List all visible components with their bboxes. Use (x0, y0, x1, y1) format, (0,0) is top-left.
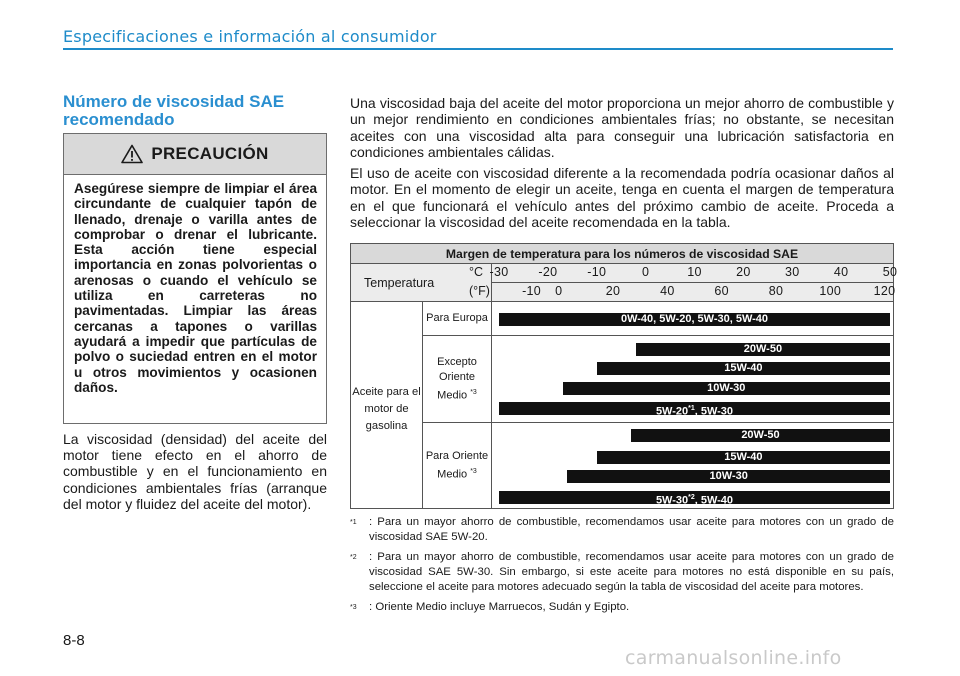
temperature-label: Temperatura (364, 276, 435, 290)
left-paragraph: La viscosidad (densidad) del aceite del motor tiene efecto en el ahorro de combustible y en el funcionamiento en condiciones ambientales frías (arranque del motor y fluidez del aceite del motor). (63, 431, 327, 512)
right-paragraph-2: El uso de aceite con viscosidad diferente a la recomendada podría ocasionar daños al motor. En el momento de elegir un aceite, tenga en cuenta el margen de temperatura en el que funcionará el vehículo antes del próximo cambio de aceite. Proceda a seleccionar la viscosidad del aceite recomendada en la tabla. (350, 165, 894, 231)
watermark: carmanualsonline.info (625, 647, 842, 669)
unit-celsius: °C (469, 265, 484, 279)
viscosity-bar: 10W-30 (567, 470, 890, 483)
footnote-mark: *1 (350, 519, 357, 526)
viscosity-bar: 15W-40 (597, 451, 890, 464)
region-column (423, 302, 492, 508)
footnote-2 (350, 550, 894, 595)
tick-label-fahrenheit: 20 (605, 284, 621, 298)
footnote-mark: *2 (350, 554, 357, 561)
viscosity-bar: 20W-50 (636, 343, 890, 356)
tick-label-celsius: 50 (882, 265, 898, 279)
page-number: 8-8 (63, 632, 85, 649)
header-title: Especificaciones e información al consumidor (63, 27, 437, 46)
tick-label-fahrenheit: 0 (555, 284, 563, 298)
footnote-ref: *3 (470, 388, 477, 396)
region-middle-east (423, 423, 491, 508)
region-europe-label: Para Europa (426, 312, 488, 324)
tick-label-fahrenheit: 60 (714, 284, 729, 298)
row-divider (423, 422, 894, 423)
footnote-mark: *3 (350, 604, 357, 611)
tick-label-celsius: 10 (687, 265, 702, 279)
tick-label-celsius: 0 (641, 265, 650, 279)
unit-fahrenheit: (°F) (469, 284, 490, 298)
caution-body: Asegúrese siempre de limpiar el área circundante de cualquier tapón de llenado, drenaje o varilla antes de comprobar o drenar el lubricante. Esta acción tiene especial importancia en zonas polvorientas o arenosas o cuando el vehículo se utiliza en carreteras no pavimentadas. Limpiar las áreas cercanas a tapones o varillas ayudará a impedir que partículas de polvo o suciedad entren en el motor u otros movimientos y ocasionen daños. (74, 181, 317, 395)
footnote-text: : Para un mayor ahorro de combustible, recomendamos usar aceite para motores con un grado de viscosidad SAE 5W-30. Sin embargo, si este aceite para motores no está disponible en su país, seleccione el aceite para motores adecuado según la tabla de viscosidad del aceite para motores. (369, 551, 894, 593)
tick-label-fahrenheit: 80 (768, 284, 784, 298)
caution-header (64, 134, 326, 175)
viscosity-bar: 15W-40 (597, 362, 890, 375)
viscosity-table (350, 243, 898, 509)
scale-divider (491, 282, 894, 283)
tick-label-celsius: 20 (736, 265, 751, 279)
viscosity-bar: 20W-50 (631, 429, 890, 442)
footnotes (350, 515, 894, 620)
viscosity-bar: 0W-40, 5W-20, 5W-30, 5W-40 (499, 313, 890, 326)
region-except-middle-east (423, 336, 491, 422)
temperature-row (351, 264, 898, 302)
tick-label-fahrenheit: 100 (819, 284, 842, 298)
viscosity-bar: 5W-20$^{*1}$, 5W-30 (499, 402, 890, 415)
tick-label-celsius: 30 (784, 265, 800, 279)
region-except-me-label: Excepto Oriente Medio (437, 355, 477, 402)
caution-title: PRECAUCIÓN (151, 144, 269, 163)
viscosity-bar: 5W-30$^{*2}$, 5W-40 (499, 491, 890, 504)
region-europe (423, 302, 491, 335)
row-divider (423, 335, 894, 336)
footnote-text: : Oriente Medio incluye Marruecos, Sudán y Egipto. (369, 601, 630, 613)
region-me-label: Para Oriente Medio (425, 449, 489, 481)
tick-label-celsius: -30 (489, 265, 509, 279)
footnote-1 (350, 515, 894, 545)
tick-label-celsius: -20 (538, 265, 558, 279)
tick-label-fahrenheit: 120 (873, 284, 896, 298)
header-rule (63, 48, 893, 50)
tick-label-fahrenheit: 40 (660, 284, 675, 298)
footnote-text: : Para un mayor ahorro de combustible, recomendamos usar aceite para motores con un grado de viscosidad SAE 5W-20. (369, 516, 894, 543)
footnote-ref: *3 (470, 467, 477, 475)
warning-triangle-icon (121, 144, 143, 164)
tick-label-fahrenheit: -10 (522, 284, 542, 298)
footnote-3 (350, 600, 894, 615)
caution-box (63, 133, 327, 424)
tick-label-celsius: -10 (587, 265, 607, 279)
viscosity-bar: 10W-30 (563, 382, 890, 395)
engine-label: Aceite para el motor de gasolina (351, 302, 423, 508)
right-paragraph-1: Una viscosidad baja del aceite del motor proporciona un mejor ahorro de combustible y un mejor rendimiento en condiciones ambientales frías; no obstante, se necesitan aceites con una viscosidad alta para conseguir una lubricación satisfactoria en condiciones ambientales cálidas. (350, 95, 894, 161)
table-title: Margen de temperatura para los números de viscosidad SAE (351, 244, 893, 264)
section-title: Número de viscosidad SAE recomendado (63, 92, 285, 129)
tick-label-celsius: 40 (833, 265, 849, 279)
